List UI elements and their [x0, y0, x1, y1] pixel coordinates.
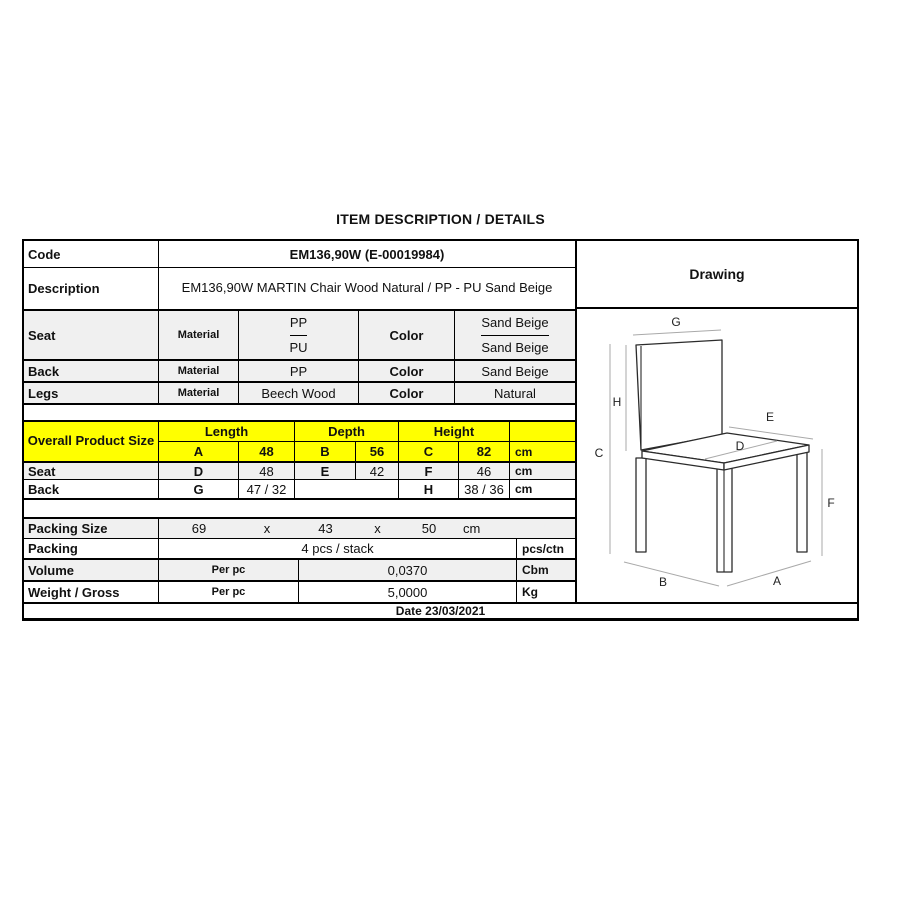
seat-color-2: Sand Beige — [481, 339, 549, 355]
packing-size-x1: x — [263, 521, 271, 536]
chair-right-leg — [797, 452, 807, 552]
back-color-label: Color — [359, 361, 455, 381]
packing-size-label: Packing Size — [24, 519, 159, 538]
volume-row — [24, 558, 575, 580]
chair-backrest — [636, 340, 722, 450]
dim-C-value: 82 — [459, 442, 510, 461]
dim-B-key: B — [295, 442, 356, 461]
dim-label-H: H — [612, 395, 622, 409]
seat-material-values — [239, 311, 359, 359]
dim-label-C: C — [594, 446, 604, 460]
seat-material-2: PU — [289, 339, 308, 355]
packing-value: 4 pcs / stack — [159, 539, 517, 558]
dim-H-key: H — [399, 480, 459, 498]
code-row — [24, 241, 575, 267]
legs-label: Legs — [24, 383, 159, 403]
overall-size-title: Overall Product Size — [24, 422, 159, 461]
dim-G-key: G — [159, 480, 239, 498]
seat-material-label: Material — [159, 311, 239, 359]
dim-E-value: 42 — [356, 463, 399, 479]
back-material-label: Material — [159, 361, 239, 381]
packing-size-x2: x — [374, 521, 381, 536]
dim-line-A — [727, 561, 811, 586]
drawing-title: Drawing — [577, 241, 857, 309]
size-header-unit-cell — [510, 422, 575, 441]
dim-F-value: 46 — [459, 463, 510, 479]
packing-size-w: 69 — [191, 521, 207, 536]
overall-unit: cm — [510, 442, 575, 461]
packing-size-values — [159, 519, 575, 538]
legs-color-label: Color — [359, 383, 455, 403]
page-title: ITEM DESCRIPTION / DETAILS — [336, 211, 545, 227]
legs-material-row — [24, 381, 575, 403]
spec-table — [22, 239, 859, 621]
back-material-value: PP — [239, 361, 359, 381]
dim-H-value: 38 / 36 — [459, 480, 510, 498]
overall-values-row — [159, 442, 575, 461]
back-size-row — [24, 479, 575, 498]
depth-header: Depth — [295, 422, 399, 441]
seat-color-values — [455, 311, 575, 359]
dim-A-key: A — [159, 442, 239, 461]
seat-size-label: Seat — [24, 463, 159, 479]
packing-unit: pcs/ctn — [522, 541, 565, 556]
dim-line-B — [624, 562, 719, 586]
drawing-panel — [575, 241, 857, 602]
back-material-row — [24, 359, 575, 381]
packing-size-row — [24, 517, 575, 538]
dim-D-value: 48 — [239, 463, 295, 479]
dim-line-G — [633, 330, 721, 335]
volume-value: 0,0370 — [299, 560, 517, 580]
date-row — [24, 602, 857, 618]
chair-drawing — [577, 309, 857, 602]
dim-E-key: E — [295, 463, 356, 479]
seat-size-row — [24, 461, 575, 479]
spec-table-main — [24, 241, 857, 602]
packing-size-unit: cm — [463, 521, 481, 536]
packing-size-h: 50 — [421, 521, 437, 536]
legs-color-value: Natural — [494, 385, 536, 401]
seat-size-unit: cm — [515, 464, 533, 478]
legs-material-value: Beech Wood — [239, 383, 359, 403]
weight-label: Weight / Gross — [24, 582, 159, 602]
packing-label: Packing — [24, 539, 159, 558]
packing-size-d: 43 — [318, 521, 333, 536]
dim-label-E: E — [765, 410, 775, 424]
seat-color-label: Color — [359, 311, 455, 359]
seat-material-1: PP — [290, 311, 307, 336]
length-header: Length — [159, 422, 295, 441]
chair-left-leg — [636, 458, 646, 552]
back-size-label: Back — [24, 480, 159, 498]
weight-row — [24, 580, 575, 602]
dim-B-value: 56 — [356, 442, 399, 461]
chair-drawing-svg — [577, 309, 857, 602]
volume-unit: Cbm — [522, 563, 549, 577]
legs-material-label: Material — [159, 383, 239, 403]
code-label: Code — [24, 241, 159, 267]
size-header-row — [159, 422, 575, 442]
spacer-row — [24, 403, 575, 420]
height-header: Height — [399, 422, 510, 441]
seat-material-row — [24, 309, 575, 359]
dim-label-B: B — [658, 575, 668, 589]
weight-unit: Kg — [522, 585, 538, 599]
overall-size-block — [24, 420, 575, 461]
description-label: Description — [24, 268, 159, 309]
weight-value: 5,0000 — [299, 582, 517, 602]
dim-label-F: F — [827, 496, 835, 510]
back-label: Back — [24, 361, 159, 381]
dim-label-D: D — [735, 439, 745, 453]
overall-size-grid — [159, 422, 575, 461]
spec-table-left — [24, 241, 575, 602]
description-value: EM136,90W MARTIN Chair Wood Natural / PP - PU Sand Beige — [181, 280, 553, 296]
back-color-value: Sand Beige — [481, 363, 549, 379]
dim-F-key: F — [399, 463, 459, 479]
spacer-row — [24, 498, 575, 517]
dim-C-key: C — [399, 442, 459, 461]
back-size-empty-cell — [295, 480, 399, 498]
code-value: EM136,90W (E-00019984) — [289, 246, 445, 262]
dim-label-A: A — [772, 574, 782, 588]
seat-color-1: Sand Beige — [481, 311, 548, 336]
dim-label-G: G — [671, 315, 681, 329]
packing-row — [24, 538, 575, 558]
description-row — [24, 267, 575, 309]
volume-label: Volume — [24, 560, 159, 580]
seat-label: Seat — [24, 311, 159, 359]
date-text: Date 23/03/2021 — [395, 604, 486, 618]
volume-per: Per pc — [159, 560, 299, 580]
dim-D-key: D — [159, 463, 239, 479]
back-size-unit: cm — [515, 482, 533, 496]
dim-A-value: 48 — [239, 442, 295, 461]
weight-per: Per pc — [159, 582, 299, 602]
dim-G-value: 47 / 32 — [239, 480, 295, 498]
